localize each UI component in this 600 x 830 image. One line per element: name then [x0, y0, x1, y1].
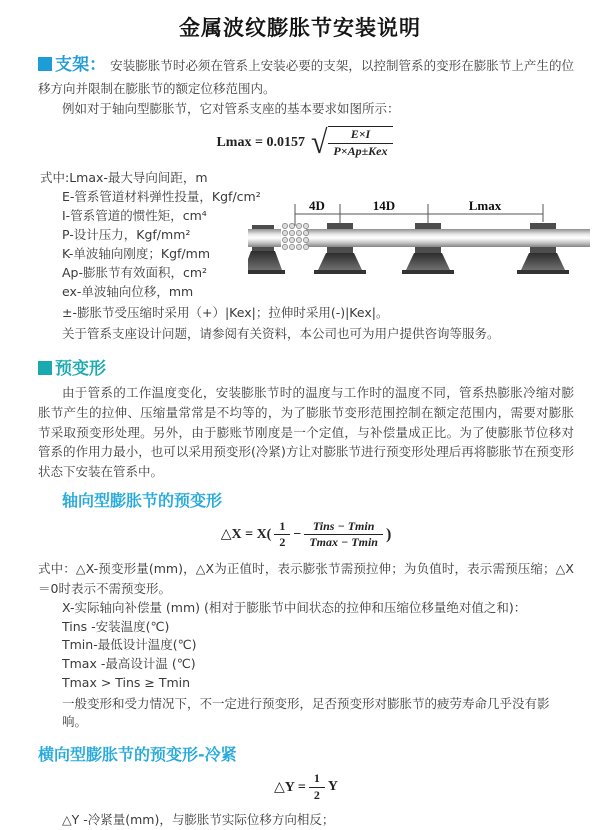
- lateral-coldtight-formula: [38, 771, 574, 803]
- axial-formula-temp-fraction: [304, 519, 383, 551]
- document-content: [38, 52, 574, 830]
- temp-definition-line: Tmin-最低设计温度(℃): [62, 637, 197, 653]
- axial-note: 一般变形和受力情况下，不一定进行预变形，足否预变形对膨胀节的疲劳寿命几乎没有影响。: [62, 695, 550, 730]
- section-heading-predeform-label: 预变形: [55, 359, 106, 380]
- temp-fraction-numerator: Tins − Tmin: [304, 519, 383, 536]
- axial-formula-half-fraction: [274, 519, 290, 551]
- dimension-label-lmax: Lmax: [468, 197, 502, 213]
- half-denominator: 2: [279, 535, 286, 550]
- lmax-formula-lhs: Lmax = 0.0157: [216, 134, 305, 150]
- axial-formula-post: ): [385, 525, 392, 543]
- support-intro-paragraph: [38, 52, 574, 99]
- pipe-stub: [248, 229, 281, 247]
- temp-definition-line: X-实际轴向补偿量 (mm) (相对于膨胀节中间状态的拉伸和压缩位移量绝对值之和)：: [62, 599, 527, 615]
- saddle-supports: [248, 251, 569, 274]
- sqrt-radical: [311, 126, 396, 159]
- temp-definition-line: Tins -安装温度(℃): [62, 618, 170, 634]
- temp-definition-line: Tmax -最高设计温 (℃): [62, 656, 196, 672]
- axial-formula-pre: △X = X(: [220, 527, 272, 543]
- section-heading-support-label: 支架：: [55, 55, 107, 75]
- dimension-label-14d: 14D: [372, 197, 396, 213]
- section-marker-square-icon: [38, 361, 52, 375]
- definition-line: 式中:Lmax-最大导向间距，m: [40, 169, 208, 185]
- definition-line: K-单波轴向刚度；Kgf/mm: [62, 245, 210, 261]
- lateral-formula-post: Y: [327, 779, 338, 795]
- temp-fraction-denominator: Tmax − Tmin: [309, 535, 378, 550]
- lmax-formula-numerator: E×I: [328, 127, 392, 144]
- support-intro-text: 安装膨胀节时必须在管系上安装必要的支架，以控制管系的变形在膨胀节上产生的位移方向并限制在膨胀节的额定位移范围内。: [38, 58, 574, 96]
- definition-line: I-管系管道的惯性矩，cm⁴: [62, 207, 207, 223]
- pipe: [306, 229, 590, 247]
- section-heading-predeform: [38, 354, 574, 379]
- definition-line: E-管系管道材料弹性投量，Kgf/cm²: [62, 188, 261, 204]
- radical-sign-icon: √: [310, 124, 328, 161]
- lateral-formula-fraction: [309, 771, 325, 803]
- plus-minus-note: ±-膨胀节受压缩时采用（+）|Kex|；拉伸时采用(-)|Kex|。: [62, 304, 389, 320]
- subsection-heading-lateral: 横向型膨胀节的预变形-冷紧: [38, 745, 237, 765]
- lateral-fraction-numerator: 1: [309, 771, 325, 788]
- lmax-formula-fraction: [328, 126, 392, 159]
- consult-note: 关于管系支座设计问题，请参阅有关资料，本公司也可为用户提供咨询等服务。: [62, 326, 500, 342]
- definition-line: P-设计压力，Kgf/mm²: [62, 226, 191, 242]
- lmax-formula: [38, 126, 574, 159]
- lmax-formula-denominator: P×Ap±Kex: [333, 143, 388, 158]
- definitions-and-diagram: [38, 168, 574, 301]
- section-heading-support: [38, 55, 106, 75]
- temperature-definitions-list: [38, 599, 574, 693]
- lateral-note: △Y -冷紧量(mm)，与膨胀节实际位移方向相反；: [62, 812, 335, 828]
- half-numerator: 1: [274, 519, 290, 536]
- subsection-heading-axial: 轴向型膨胀节的预变形: [62, 490, 223, 510]
- support-example-line: 例如对于轴向型膨胀节，它对管系支座的基本要求如图所示：: [62, 100, 400, 116]
- definition-line: ex-单波轴向位移，mm: [62, 283, 194, 299]
- dimension-label-4d: 4D: [309, 197, 325, 213]
- axial-predeform-formula: [38, 519, 574, 551]
- section-marker-square-icon: [38, 57, 52, 71]
- temp-definition-line: Tmax > Tins ≥ Tmin: [62, 674, 191, 690]
- page-title: 金属波纹膨胀节安装说明: [179, 16, 421, 40]
- axial-formula-minus: −: [293, 526, 302, 542]
- pipe-support-diagram: [248, 196, 600, 296]
- lateral-fraction-denominator: 2: [313, 787, 320, 802]
- axial-where-paragraph: 式中：△X-预变形量(mm)，△X为正值时，表示膨张节需预拉伸；为负值时，表示需预压缩；△X＝0时表示不需预变形。: [38, 560, 574, 596]
- lateral-formula-pre: △Y =: [274, 779, 306, 795]
- definition-line: Ap-膨胀节有效面积，cm²: [62, 264, 208, 280]
- bellows-icon: [282, 223, 308, 249]
- predeform-body-paragraph: 由于管系的工作温度变化，安装膨胀节时的温度与工作时的温度不同，管系热膨胀冷缩对膨胀节产生的拉伸、压缩量常常是不均等的，为了膨胀节变形范围控制在额定范围内，需要对膨胀节采取预变形处理。另外，由于膨账节刚度是一个定值，与补偿量成正比。为了使膨胀节位移对管系的作用力最小，也可以采用预变形(冷紧)方让对膨胀节进行预变形处理后再将膨胀节在预变形状态下安装在管系中。: [38, 385, 574, 480]
